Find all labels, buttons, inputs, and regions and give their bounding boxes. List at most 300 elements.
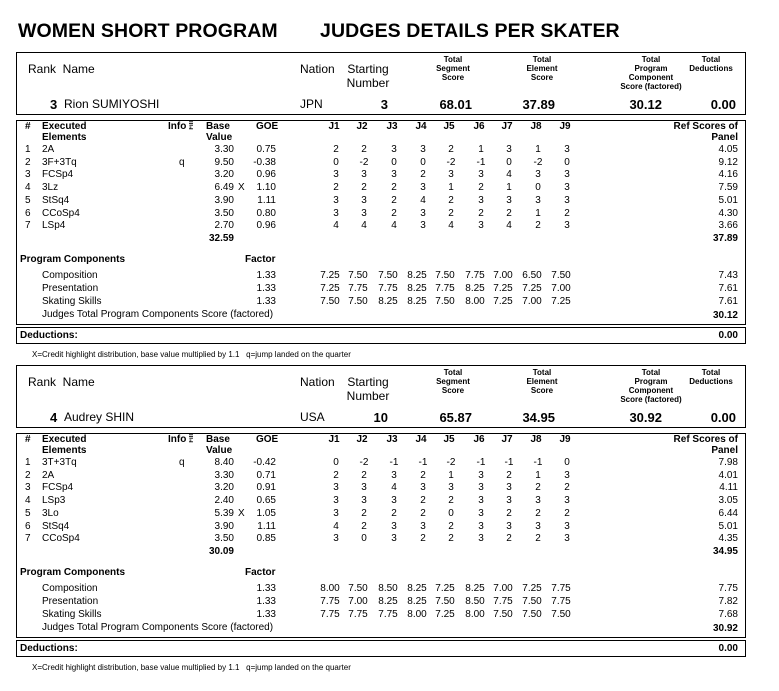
- element-judge-score: 3: [564, 469, 570, 481]
- element-judge-score: 3: [333, 207, 339, 219]
- element-judge-score: 1: [448, 182, 454, 194]
- component-judge-score: 7.25: [522, 583, 542, 594]
- element-panel-score: 4.01: [718, 469, 738, 481]
- element-judge-score: 3: [535, 495, 541, 507]
- element-panel-score: 4.30: [718, 207, 738, 219]
- component-judge-score: 8.00: [407, 609, 427, 620]
- element-judge-score: 1: [478, 144, 484, 155]
- element-judge-score: -1: [533, 457, 543, 468]
- element-judge-score: 2: [564, 507, 570, 519]
- element-judge-score: 3: [506, 482, 512, 494]
- element-judge-score: 3: [420, 220, 426, 232]
- component-judge-score: 7.50: [320, 296, 340, 307]
- element-judge-score: -1: [389, 457, 399, 468]
- element-goe: -0.42: [253, 457, 276, 468]
- element-judge-score: 2: [564, 482, 570, 494]
- judge-header: J1: [328, 434, 340, 445]
- component-panel-score: 7.43: [718, 270, 738, 281]
- element-info: q: [179, 156, 185, 168]
- component-judge-score: 7.75: [551, 583, 571, 594]
- tes-total: 37.89: [712, 233, 738, 244]
- col-ref-label: Ref Scores of Panel: [673, 121, 738, 143]
- footnote: X=Credit highlight distribution, base value multiplied by 1.1 q=jump landed on the quarter: [32, 663, 351, 672]
- element-judge-score: 3: [564, 533, 570, 545]
- element-judge-score: 3: [391, 520, 397, 532]
- element-base-value: 8.40: [214, 457, 234, 468]
- element-judge-score: 3: [391, 495, 397, 507]
- element-judge-score: 1: [535, 144, 541, 155]
- element-base-value: 3.30: [214, 469, 234, 481]
- pcs-total: 30.92: [712, 623, 738, 634]
- footnote: X=Credit highlight distribution, base value multiplied by 1.1 q=jump landed on the quarter: [32, 350, 351, 359]
- element-base-value: 3.90: [214, 194, 234, 206]
- component-judge-score: 8.25: [407, 583, 427, 594]
- element-base-value: 9.50: [214, 156, 234, 168]
- component-panel-score: 7.68: [718, 609, 738, 620]
- component-judge-score: 7.50: [348, 583, 368, 594]
- element-number: 2: [25, 469, 31, 481]
- element-judge-score: 2: [535, 220, 541, 232]
- col-num-label: #: [25, 434, 31, 445]
- element-judge-score: 3: [564, 495, 570, 507]
- deductions-total: 0.00: [718, 643, 738, 654]
- element-judge-score: 3: [478, 495, 484, 507]
- col-goe-label: GOE: [256, 121, 279, 132]
- element-judge-score: 3: [564, 182, 570, 194]
- element-judge-score: 2: [391, 507, 397, 519]
- element-judge-score: 4: [333, 220, 339, 232]
- element-judge-score: 2: [391, 182, 397, 194]
- component-judge-score: 7.25: [435, 583, 455, 594]
- component-judge-score: 7.25: [551, 296, 571, 307]
- pcs-label: Total Program Component Score (factored): [620, 55, 682, 91]
- element-judge-score: -2: [446, 457, 456, 468]
- tes-label: Total Element Score: [526, 368, 558, 395]
- judge-header: J5: [443, 434, 455, 445]
- factor-label: Factor: [245, 254, 276, 265]
- element-number: 4: [25, 495, 31, 507]
- element-judge-score: 3: [478, 220, 484, 232]
- element-base-value: 3.90: [214, 520, 234, 532]
- element-judge-score: 2: [448, 520, 454, 532]
- element-goe: 0.96: [256, 169, 276, 181]
- pcs-total: 30.12: [712, 310, 738, 321]
- component-judge-score: 7.50: [435, 270, 455, 281]
- component-judge-score: 7.25: [493, 296, 513, 307]
- element-goe: 1.10: [256, 182, 276, 194]
- component-judge-score: 7.00: [348, 596, 368, 607]
- program-components-label: Program Components: [20, 567, 126, 578]
- element-judge-score: 2: [506, 507, 512, 519]
- element-name: CCoSp4: [42, 207, 80, 219]
- element-name: LSp3: [42, 495, 66, 507]
- element-judge-score: 2: [333, 182, 339, 194]
- col-base-value-label: Base Value: [206, 121, 233, 143]
- component-judge-score: 7.50: [435, 596, 455, 607]
- element-judge-score: 3: [448, 169, 454, 181]
- component-judge-score: 7.25: [320, 270, 340, 281]
- component-judge-score: 7.75: [465, 270, 485, 281]
- element-judge-score: 2: [448, 194, 454, 206]
- component-judge-score: 7.50: [378, 270, 398, 281]
- component-judge-score: 7.75: [493, 596, 513, 607]
- element-base-value: 3.20: [214, 482, 234, 494]
- component-judge-score: 8.00: [465, 609, 485, 620]
- element-judge-score: 4: [391, 220, 397, 232]
- element-panel-score: 4.05: [718, 144, 738, 155]
- component-judge-score: 8.50: [378, 583, 398, 594]
- element-judge-score: -1: [476, 457, 486, 468]
- component-name: Presentation: [42, 596, 99, 607]
- component-judge-score: 7.50: [348, 270, 368, 281]
- component-judge-score: 7.50: [551, 270, 571, 281]
- element-judge-score: 3: [564, 520, 570, 532]
- element-base-value: 3.50: [214, 533, 234, 545]
- component-factor: 1.33: [256, 270, 276, 281]
- rank-name-label: Rank Name: [28, 62, 95, 76]
- element-judge-score: 2: [506, 533, 512, 545]
- element-number: 7: [25, 220, 31, 232]
- element-goe: 0.91: [256, 482, 276, 494]
- element-base-value: 3.50: [214, 207, 234, 219]
- element-judge-score: 3: [564, 144, 570, 155]
- element-info: q: [179, 457, 185, 468]
- rank-name-label: Rank Name: [28, 375, 95, 389]
- element-number: 3: [25, 169, 31, 181]
- element-judge-score: 3: [361, 482, 367, 494]
- component-judge-score: 7.00: [551, 283, 571, 294]
- judge-header: J3: [386, 121, 398, 132]
- element-judge-score: 2: [361, 144, 367, 155]
- element-judge-score: 2: [478, 207, 484, 219]
- element-judge-score: 0: [535, 182, 541, 194]
- element-judge-score: 2: [478, 182, 484, 194]
- col-num-label: #: [25, 121, 31, 132]
- element-judge-score: 2: [420, 533, 426, 545]
- element-judge-score: 3: [506, 520, 512, 532]
- component-judge-score: 8.00: [320, 583, 340, 594]
- element-judge-score: 1: [506, 182, 512, 194]
- element-number: 3: [25, 482, 31, 494]
- element-judge-score: 3: [448, 482, 454, 494]
- deductions-box: [16, 640, 746, 657]
- element-judge-score: 0: [333, 156, 339, 168]
- pcs-value: 30.12: [629, 97, 662, 112]
- element-name: StSq4: [42, 194, 70, 206]
- component-judge-score: 7.50: [551, 609, 571, 620]
- starting-number-label: Starting Number: [346, 62, 390, 90]
- component-judge-score: 7.75: [320, 596, 340, 607]
- element-judge-score: 3: [535, 520, 541, 532]
- judge-header: J2: [356, 434, 368, 445]
- element-name: StSq4: [42, 520, 70, 532]
- element-judge-score: 3: [333, 495, 339, 507]
- element-base-value: 3.30: [214, 144, 234, 155]
- deductions-label: Deductions:: [20, 330, 78, 341]
- element-panel-score: 5.01: [718, 194, 738, 206]
- element-judge-score: 3: [478, 520, 484, 532]
- starting-number-value: 3: [380, 97, 388, 112]
- element-judge-score: 4: [506, 169, 512, 181]
- element-judge-score: 3: [333, 169, 339, 181]
- component-judge-score: 7.00: [522, 296, 542, 307]
- element-judge-score: -1: [418, 457, 428, 468]
- element-judge-score: 3: [478, 194, 484, 206]
- element-judge-score: 3: [420, 520, 426, 532]
- element-goe: 0.65: [256, 495, 276, 507]
- element-judge-score: 4: [333, 520, 339, 532]
- component-judge-score: 7.50: [522, 596, 542, 607]
- element-judge-score: -2: [359, 156, 369, 168]
- element-judge-score: 2: [448, 533, 454, 545]
- element-judge-score: 3: [391, 469, 397, 481]
- tss-label: Total Segment Score: [436, 368, 470, 395]
- component-judge-score: 8.25: [378, 596, 398, 607]
- element-panel-score: 4.16: [718, 169, 738, 181]
- element-panel-score: 4.11: [719, 482, 738, 494]
- component-judge-score: 8.25: [465, 283, 485, 294]
- component-judge-score: 7.25: [522, 283, 542, 294]
- element-judge-score: 4: [506, 220, 512, 232]
- tes-total: 34.95: [712, 546, 738, 557]
- component-judge-score: 7.75: [348, 283, 368, 294]
- element-judge-score: 1: [535, 207, 541, 219]
- element-judge-score: 3: [478, 169, 484, 181]
- page-title-left: WOMEN SHORT PROGRAM: [18, 20, 278, 42]
- component-judge-score: 7.75: [320, 609, 340, 620]
- element-goe: -0.38: [253, 156, 276, 168]
- element-judge-score: 3: [506, 194, 512, 206]
- component-name: Presentation: [42, 283, 99, 294]
- element-judge-score: 2: [448, 207, 454, 219]
- component-judge-score: 8.25: [407, 270, 427, 281]
- judge-header: J1: [328, 121, 340, 132]
- element-judge-score: 2: [333, 144, 339, 155]
- element-judge-score: 2: [535, 482, 541, 494]
- element-judge-score: 3: [506, 495, 512, 507]
- tss-value: 68.01: [439, 97, 472, 112]
- element-judge-score: 2: [361, 469, 367, 481]
- element-name: FCSp4: [42, 169, 74, 181]
- component-judge-score: 8.25: [378, 296, 398, 307]
- element-judge-score: 1: [448, 469, 454, 481]
- tes-value: 37.89: [522, 97, 555, 112]
- judges-total-label: Judges Total Program Components Score (factored): [42, 309, 274, 320]
- element-judge-score: 3: [391, 144, 397, 155]
- component-judge-score: 7.25: [493, 283, 513, 294]
- nation-value: USA: [300, 410, 325, 424]
- element-judge-score: 3: [333, 533, 339, 545]
- element-judge-score: 3: [420, 182, 426, 194]
- element-judge-score: 3: [391, 533, 397, 545]
- element-judge-score: 3: [420, 144, 426, 155]
- judge-header: J8: [530, 434, 542, 445]
- ded-label: Total Deductions: [689, 368, 733, 386]
- element-judge-score: -2: [359, 457, 369, 468]
- element-judge-score: 2: [448, 495, 454, 507]
- component-name: Skating Skills: [42, 609, 102, 620]
- element-judge-score: 2: [391, 207, 397, 219]
- element-judge-score: 3: [478, 533, 484, 545]
- starting-number-value: 10: [373, 410, 388, 425]
- nation-label: Nation: [300, 62, 335, 76]
- judge-header: J7: [501, 121, 513, 132]
- element-judge-score: 3: [361, 169, 367, 181]
- component-factor: 1.33: [256, 283, 276, 294]
- element-judge-score: 0: [333, 457, 339, 468]
- component-judge-score: 8.25: [465, 583, 485, 594]
- element-judge-score: 3: [333, 482, 339, 494]
- rank-value: 4: [50, 410, 58, 425]
- component-judge-score: 6.50: [522, 270, 542, 281]
- component-judge-score: 7.25: [320, 283, 340, 294]
- col-goe-label: GOE: [256, 434, 279, 445]
- element-goe: 0.85: [256, 533, 276, 545]
- element-x-flag: X: [238, 182, 245, 194]
- nation-label: Nation: [300, 375, 335, 389]
- rank-value: 3: [50, 97, 58, 112]
- deductions-value: 0.00: [710, 97, 736, 112]
- component-judge-score: 7.75: [348, 609, 368, 620]
- judge-header: J9: [559, 434, 571, 445]
- element-judge-score: 2: [361, 507, 367, 519]
- judge-header: J8: [530, 121, 542, 132]
- element-judge-score: 2: [420, 507, 426, 519]
- element-goe: 0.71: [256, 469, 276, 481]
- element-judge-score: 2: [420, 169, 426, 181]
- element-judge-score: 3: [564, 169, 570, 181]
- component-panel-score: 7.61: [718, 283, 738, 294]
- judge-header: J6: [473, 121, 485, 132]
- element-x-flag: X: [238, 507, 245, 519]
- element-judge-score: 2: [391, 194, 397, 206]
- component-judge-score: 7.00: [493, 583, 513, 594]
- page-title-right: JUDGES DETAILS PER SKATER: [320, 20, 620, 42]
- element-judge-score: 0: [506, 156, 512, 168]
- element-judge-score: -2: [533, 156, 543, 168]
- element-judge-score: 3: [391, 169, 397, 181]
- element-judge-score: 3: [564, 194, 570, 206]
- element-judge-score: 0: [564, 457, 570, 468]
- element-name: CCoSp4: [42, 533, 80, 545]
- element-judge-score: 2: [420, 469, 426, 481]
- element-panel-score: 4.35: [718, 533, 738, 545]
- element-judge-score: 2: [506, 207, 512, 219]
- element-base-value: 3.20: [214, 169, 234, 181]
- element-judge-score: 3: [420, 482, 426, 494]
- element-goe: 1.11: [257, 194, 276, 206]
- pcs-value: 30.92: [629, 410, 662, 425]
- component-judge-score: 8.25: [407, 596, 427, 607]
- element-judge-score: 1: [535, 469, 541, 481]
- element-base-value: 2.40: [214, 495, 234, 507]
- deductions-value: 0.00: [710, 410, 736, 425]
- component-judge-score: 7.75: [551, 596, 571, 607]
- component-panel-score: 7.75: [718, 583, 738, 594]
- element-name: 2A: [42, 144, 55, 155]
- element-judge-score: 2: [361, 520, 367, 532]
- pcs-label: Total Program Component Score (factored): [620, 368, 682, 404]
- element-base-value: 2.70: [214, 220, 234, 232]
- deductions-label: Deductions:: [20, 643, 78, 654]
- judge-header: J7: [501, 434, 513, 445]
- component-judge-score: 7.25: [435, 609, 455, 620]
- component-judge-score: 7.75: [378, 609, 398, 620]
- component-factor: 1.33: [256, 596, 276, 607]
- element-judge-score: 2: [535, 533, 541, 545]
- element-judge-score: 2: [420, 495, 426, 507]
- col-fill-label: Fill: [189, 121, 195, 130]
- component-judge-score: 8.25: [407, 283, 427, 294]
- col-info-label: Info: [168, 434, 187, 445]
- base-value-total: 30.09: [208, 546, 234, 557]
- judge-header: J4: [415, 121, 427, 132]
- element-panel-score: 3.05: [718, 495, 738, 507]
- element-judge-score: 3: [361, 207, 367, 219]
- element-judge-score: 4: [391, 482, 397, 494]
- judge-header: J4: [415, 434, 427, 445]
- element-judge-score: 0: [420, 156, 426, 168]
- component-factor: 1.33: [256, 583, 276, 594]
- element-judge-score: 4: [420, 194, 426, 206]
- element-number: 7: [25, 533, 31, 545]
- ded-label: Total Deductions: [689, 55, 733, 73]
- element-panel-score: 9.12: [718, 156, 738, 168]
- element-judge-score: 2: [535, 507, 541, 519]
- element-number: 5: [25, 507, 31, 519]
- element-number: 1: [25, 457, 31, 468]
- skater-name: Audrey SHIN: [64, 410, 135, 424]
- skater-block: [16, 0, 746, 691]
- col-executed-label: Executed Elements: [42, 434, 87, 456]
- component-judge-score: 7.00: [493, 270, 513, 281]
- col-info-label: Info: [168, 121, 187, 132]
- judge-header: J6: [473, 434, 485, 445]
- judge-header: J9: [559, 121, 571, 132]
- component-judge-score: 7.75: [378, 283, 398, 294]
- element-judge-score: 2: [361, 182, 367, 194]
- element-judge-score: 2: [448, 144, 454, 155]
- element-judge-score: 3: [478, 507, 484, 519]
- element-number: 4: [25, 182, 31, 194]
- element-goe: 0.96: [256, 220, 276, 232]
- element-judge-score: 4: [361, 220, 367, 232]
- tss-value: 65.87: [439, 410, 472, 425]
- element-judge-score: 3: [361, 194, 367, 206]
- tes-value: 34.95: [522, 410, 555, 425]
- element-panel-score: 3.66: [718, 220, 738, 232]
- element-judge-score: 3: [478, 482, 484, 494]
- component-judge-score: 8.00: [465, 296, 485, 307]
- col-executed-label: Executed Elements: [42, 121, 87, 143]
- element-judge-score: 3: [535, 194, 541, 206]
- program-components-label: Program Components: [20, 254, 126, 265]
- element-name: 3Lz: [42, 182, 59, 194]
- element-judge-score: 3: [333, 507, 339, 519]
- element-judge-score: 3: [506, 144, 512, 155]
- deductions-total: 0.00: [718, 330, 738, 341]
- element-panel-score: 5.01: [718, 520, 738, 532]
- element-panel-score: 7.59: [718, 182, 738, 194]
- component-panel-score: 7.82: [718, 596, 738, 607]
- col-ref-label: Ref Scores of Panel: [673, 434, 738, 456]
- component-name: Skating Skills: [42, 296, 102, 307]
- element-base-value: 6.49: [214, 182, 234, 194]
- tss-label: Total Segment Score: [436, 55, 470, 82]
- judges-total-label: Judges Total Program Components Score (factored): [42, 622, 274, 633]
- element-number: 1: [25, 144, 31, 155]
- element-name: FCSp4: [42, 482, 74, 494]
